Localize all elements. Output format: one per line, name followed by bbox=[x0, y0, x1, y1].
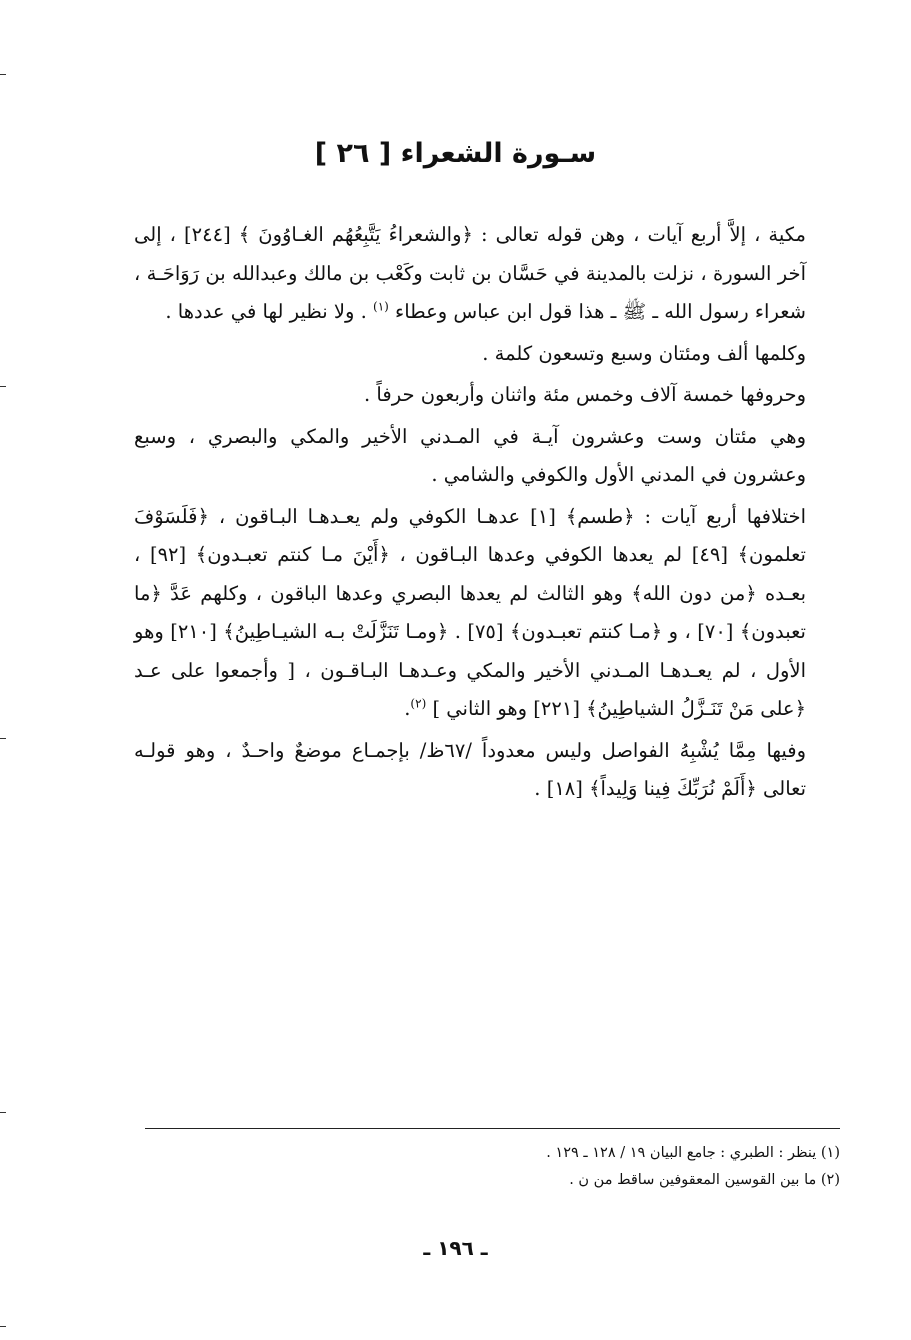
footnote-divider bbox=[145, 1128, 840, 1129]
paragraph-differences bbox=[134, 498, 806, 729]
margin-mark bbox=[0, 386, 6, 387]
footnote-ref: (١) bbox=[373, 299, 389, 314]
margin-mark bbox=[0, 74, 6, 75]
paragraph-letters: وحروفها خمسة آلاف وخمس مئة واثنان وأربعون حرفاً . bbox=[364, 383, 806, 406]
footnote-ref: (٢) bbox=[410, 696, 427, 711]
footnote-2: (٢) ما بين القوسين المعقوفين ساقط من ن . bbox=[569, 1172, 840, 1188]
margin-mark bbox=[0, 1326, 6, 1327]
surah-title: سـورة الشعراء [ ٢٦ ] bbox=[314, 138, 597, 169]
margin-mark bbox=[0, 738, 6, 739]
footnote-1: (١) ينظر : الطبري : جامع البيان ١٩ / ١٢٨ ـ ١٢٩ . bbox=[546, 1145, 840, 1161]
footnotes bbox=[145, 1140, 840, 1194]
paragraph-intro bbox=[134, 216, 806, 332]
paragraph-text: اختلافها أربع آيات : ﴿طسم﴾ [١] عدهـا الكوفي ولم يعـدهـا البـاقون ، ﴿فَلَسَوْفَ تعلمون﴾ [٤٩] لم يعدها الكوفي وعدها البـاقون ، ﴿أَيْنَ مـا كنتم تعبـدون﴾ [٩٢] ، بعـده ﴿من دون الله﴾ وهو الثالث لم يعدها البصري وعدها الباقون ، وكلهم عَدَّ ﴿ما تعبدون﴾ [٧٠] ، و ﴿مـا كنتم تعبـدون﴾ [٧٥] . ﴿ومـا تَنَزَّلَتْ بـه الشيـاطِينُ﴾ [٢١٠] وهو الأول ، لم يعـدهـا المـدني الأخير والمكي وعـدهـا البـاقـون ، [ وأجمعوا على عـد ﴿على مَنْ تَنَـزَّلُ الشياطِينُ﴾ [٢٢١] وهو الثاني ] bbox=[134, 504, 806, 720]
page-number: ـ ١٩٦ ـ bbox=[423, 1236, 488, 1260]
margin-mark bbox=[0, 1112, 6, 1113]
paragraph-tail: . ولا نظير لها في عددها . bbox=[165, 300, 374, 323]
paragraph-similar: وفيها مِمَّا يُشْبِهُ الفواصل وليس معدوداً /٦٧ظ/ بإجمـاع موضعٌ واحـدٌ ، وهو قولـه تعالى ﴿أَلَمْ نُرَبِّكَ فِينا وَلِيداً﴾ [١٨] . bbox=[134, 738, 806, 800]
paragraph-text: مكية ، إلاَّ أربع آيات ، وهن قوله تعالى : ﴿والشعراءُ يَتَّبِعُهُم الغـاوُونَ ﴾ [٢٤٤] ، إلى آخر السورة ، نزلت بالمدينة في حَسَّان بن ثابت وكَعْب بن مالك وعبدالله بن رَوَاحَـة ، شعراء رسول الله ـ ﷺ ـ هذا قول ابن عباس وعطاء bbox=[134, 223, 806, 323]
paragraph-tail: . bbox=[404, 697, 411, 720]
paragraph-verses: وهي مئتان وست وعشرون آيـة في المـدني الأخير والمكي والبصري ، وسبع وعشرون في المدني الأول والكوفي والشامي . bbox=[134, 424, 806, 486]
paragraph-words: وكلمها ألف ومئتان وسبع وتسعون كلمة . bbox=[482, 341, 806, 365]
main-text bbox=[134, 216, 806, 812]
